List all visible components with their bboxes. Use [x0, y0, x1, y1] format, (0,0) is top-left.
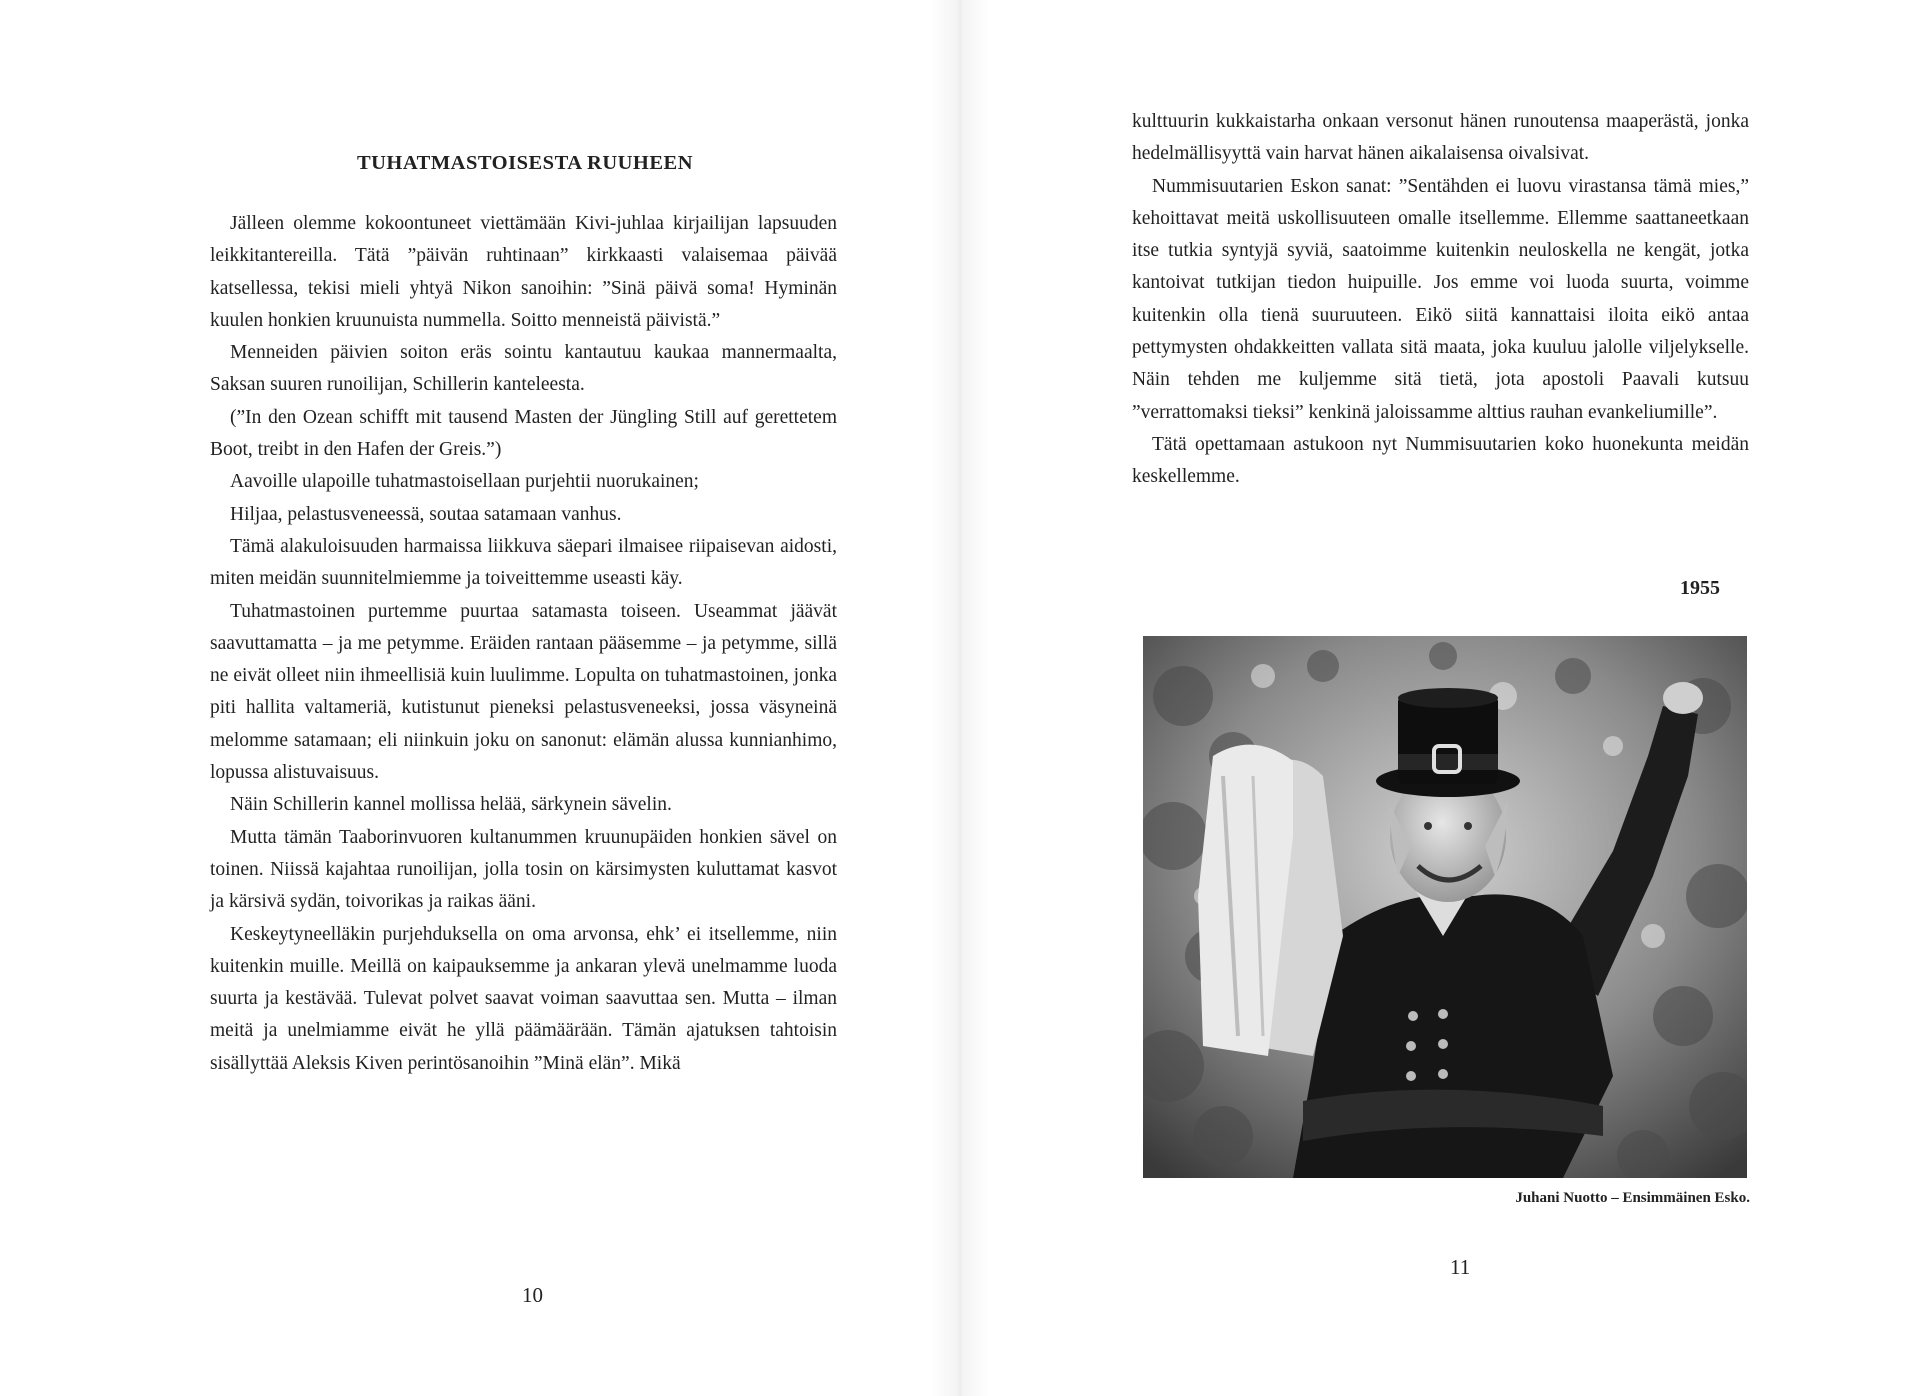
paragraph: Hiljaa, pelastusveneessä, soutaa satamaan vanhus.	[230, 503, 622, 525]
paragraph: Tätä opettamaan astukoon nyt Nummisuutarien koko huonekunta meidän keskellemme.	[1132, 433, 1749, 488]
right-page-body	[1132, 106, 1749, 494]
paragraph: Nummisuutarien Eskon sanat: ”Sentähden ei luovu virastansa tämä mies,” kehoittavat meitä uskollisuuteen omalle itsellemme. Ellemme saattaneetkaan itse tutkia syntyjä syviä, saatoimme kuitenkin neuloskella ne kengät, jotka kantoivat tutkijan tiedon huipuille. Jos emme voi luoda suurta, voimme kuitenkin olla tienä suuruuteen. Eikö siitä kannattaisi iloita eikö antaa pettymysten ohdakkeitten vallata sitä maata, joka kuuluu jalolle viljelykselle. Näin tehden me kuljemme sitä tietä, jota apostoli Paavali kutsuu ”verrattomaksi tieksi” kenkinä jaloissamme alttius rauhan evankeliumille”.	[1132, 175, 1749, 423]
page-number-right: 11	[1450, 1255, 1471, 1279]
year-signature: 1955	[1680, 577, 1720, 599]
paragraph: Tämä alakuloisuuden harmaissa liikkuva säepari ilmaisee riipaisevan aidosti, miten meidän suunnitelmiemme ja toiveittemme useasti käy.	[210, 535, 837, 590]
paragraph: Jälleen olemme kokoontuneet viettämään Kivi-juhlaa kirjailijan lapsuuden leikkitantereilla. Tätä ”päivän ruhtinaan” kirkkaasti valaisemaa päivää katsellessa, tekisi mieli yhtyä Nikon sanoihin: ”Sinä päivä soma! Hyminän kuulen honkien kruunuista nummella. Soitto menneistä päivistä.”	[210, 213, 837, 331]
paragraph: Tuhatmastoinen purtemme puurtaa satamasta toiseen. Useammat jäävät saavuttamatta – ja me petymme. Eräiden rantaan pääsemme – ja petymme, sillä ne eivät olleet niin ihmeellisiä kuin luulimme. Lopulta on tuhatmastoinen, jonka piti hallita valtameriä, kutistunut pieneksi pelastusveneeksi, jossa väsyneinä melomme satamaan; eli niinkuin joku on sanonut: elämän alussa kunnianhimo, lopussa alistuvaisuus.	[210, 600, 837, 784]
paragraph: Näin Schillerin kannel mollissa helää, särkynein sävelin.	[230, 794, 672, 816]
photo-illustration	[1143, 636, 1747, 1178]
right-page	[960, 0, 1920, 1396]
paragraph: Aavoille ulapoille tuhatmastoisellaan purjehtii nuorukainen;	[230, 471, 699, 493]
paragraph: Menneiden päivien soiton eräs sointu kantautuu kaukaa mannermaalta, Saksan suuren runoilijan, Schillerin kanteleesta.	[210, 342, 837, 396]
photo-caption: Juhani Nuotto – Ensimmäinen Esko.	[1515, 1190, 1750, 1206]
paragraph: Keskeytyneelläkin purjehduksella on oma arvonsa, ehk’ ei itsellemme, niin kuitenkin muille. Meillä on kaipauksemme ja ankaran ylevä unelmamme luoda suurta ja kestävää. Tulevat polvet saavat voiman saavuttaa sen. Mutta – ilman meitä ja unelmiamme eivät he yllä päämäärään. Tämän ajatuksen tahtoisin sisällyttää Aleksis Kiven perintösanoihin ”Minä elän”. Mikä	[210, 923, 837, 1074]
photograph	[1143, 636, 1747, 1178]
paragraph: Mutta tämän Taaborinvuoren kultanummen kruunupäiden honkien sävel on toinen. Niissä kajahtaa runoilijan, jolla tosin on kärsimysten kuluttamat kasvot ja kärsivä sydän, toivorikas ja raikas ääni.	[210, 826, 837, 913]
article-title: TUHATMASTOISESTA RUUHEEN	[356, 152, 694, 174]
left-page-body	[210, 208, 837, 1080]
paragraph: kulttuurin kukkaistarha onkaan versonut hänen runoutensa maaperästä, jonka hedelmällisyyttä vain harvat hänen aikalaisensa oivalsivat.	[1132, 111, 1749, 165]
paragraph: (”In den Ozean schifft mit tausend Masten der Jüngling Still auf gerettetem Boot, treibt in den Hafen der Greis.”)	[210, 406, 837, 461]
page-number-left: 10	[522, 1283, 543, 1307]
